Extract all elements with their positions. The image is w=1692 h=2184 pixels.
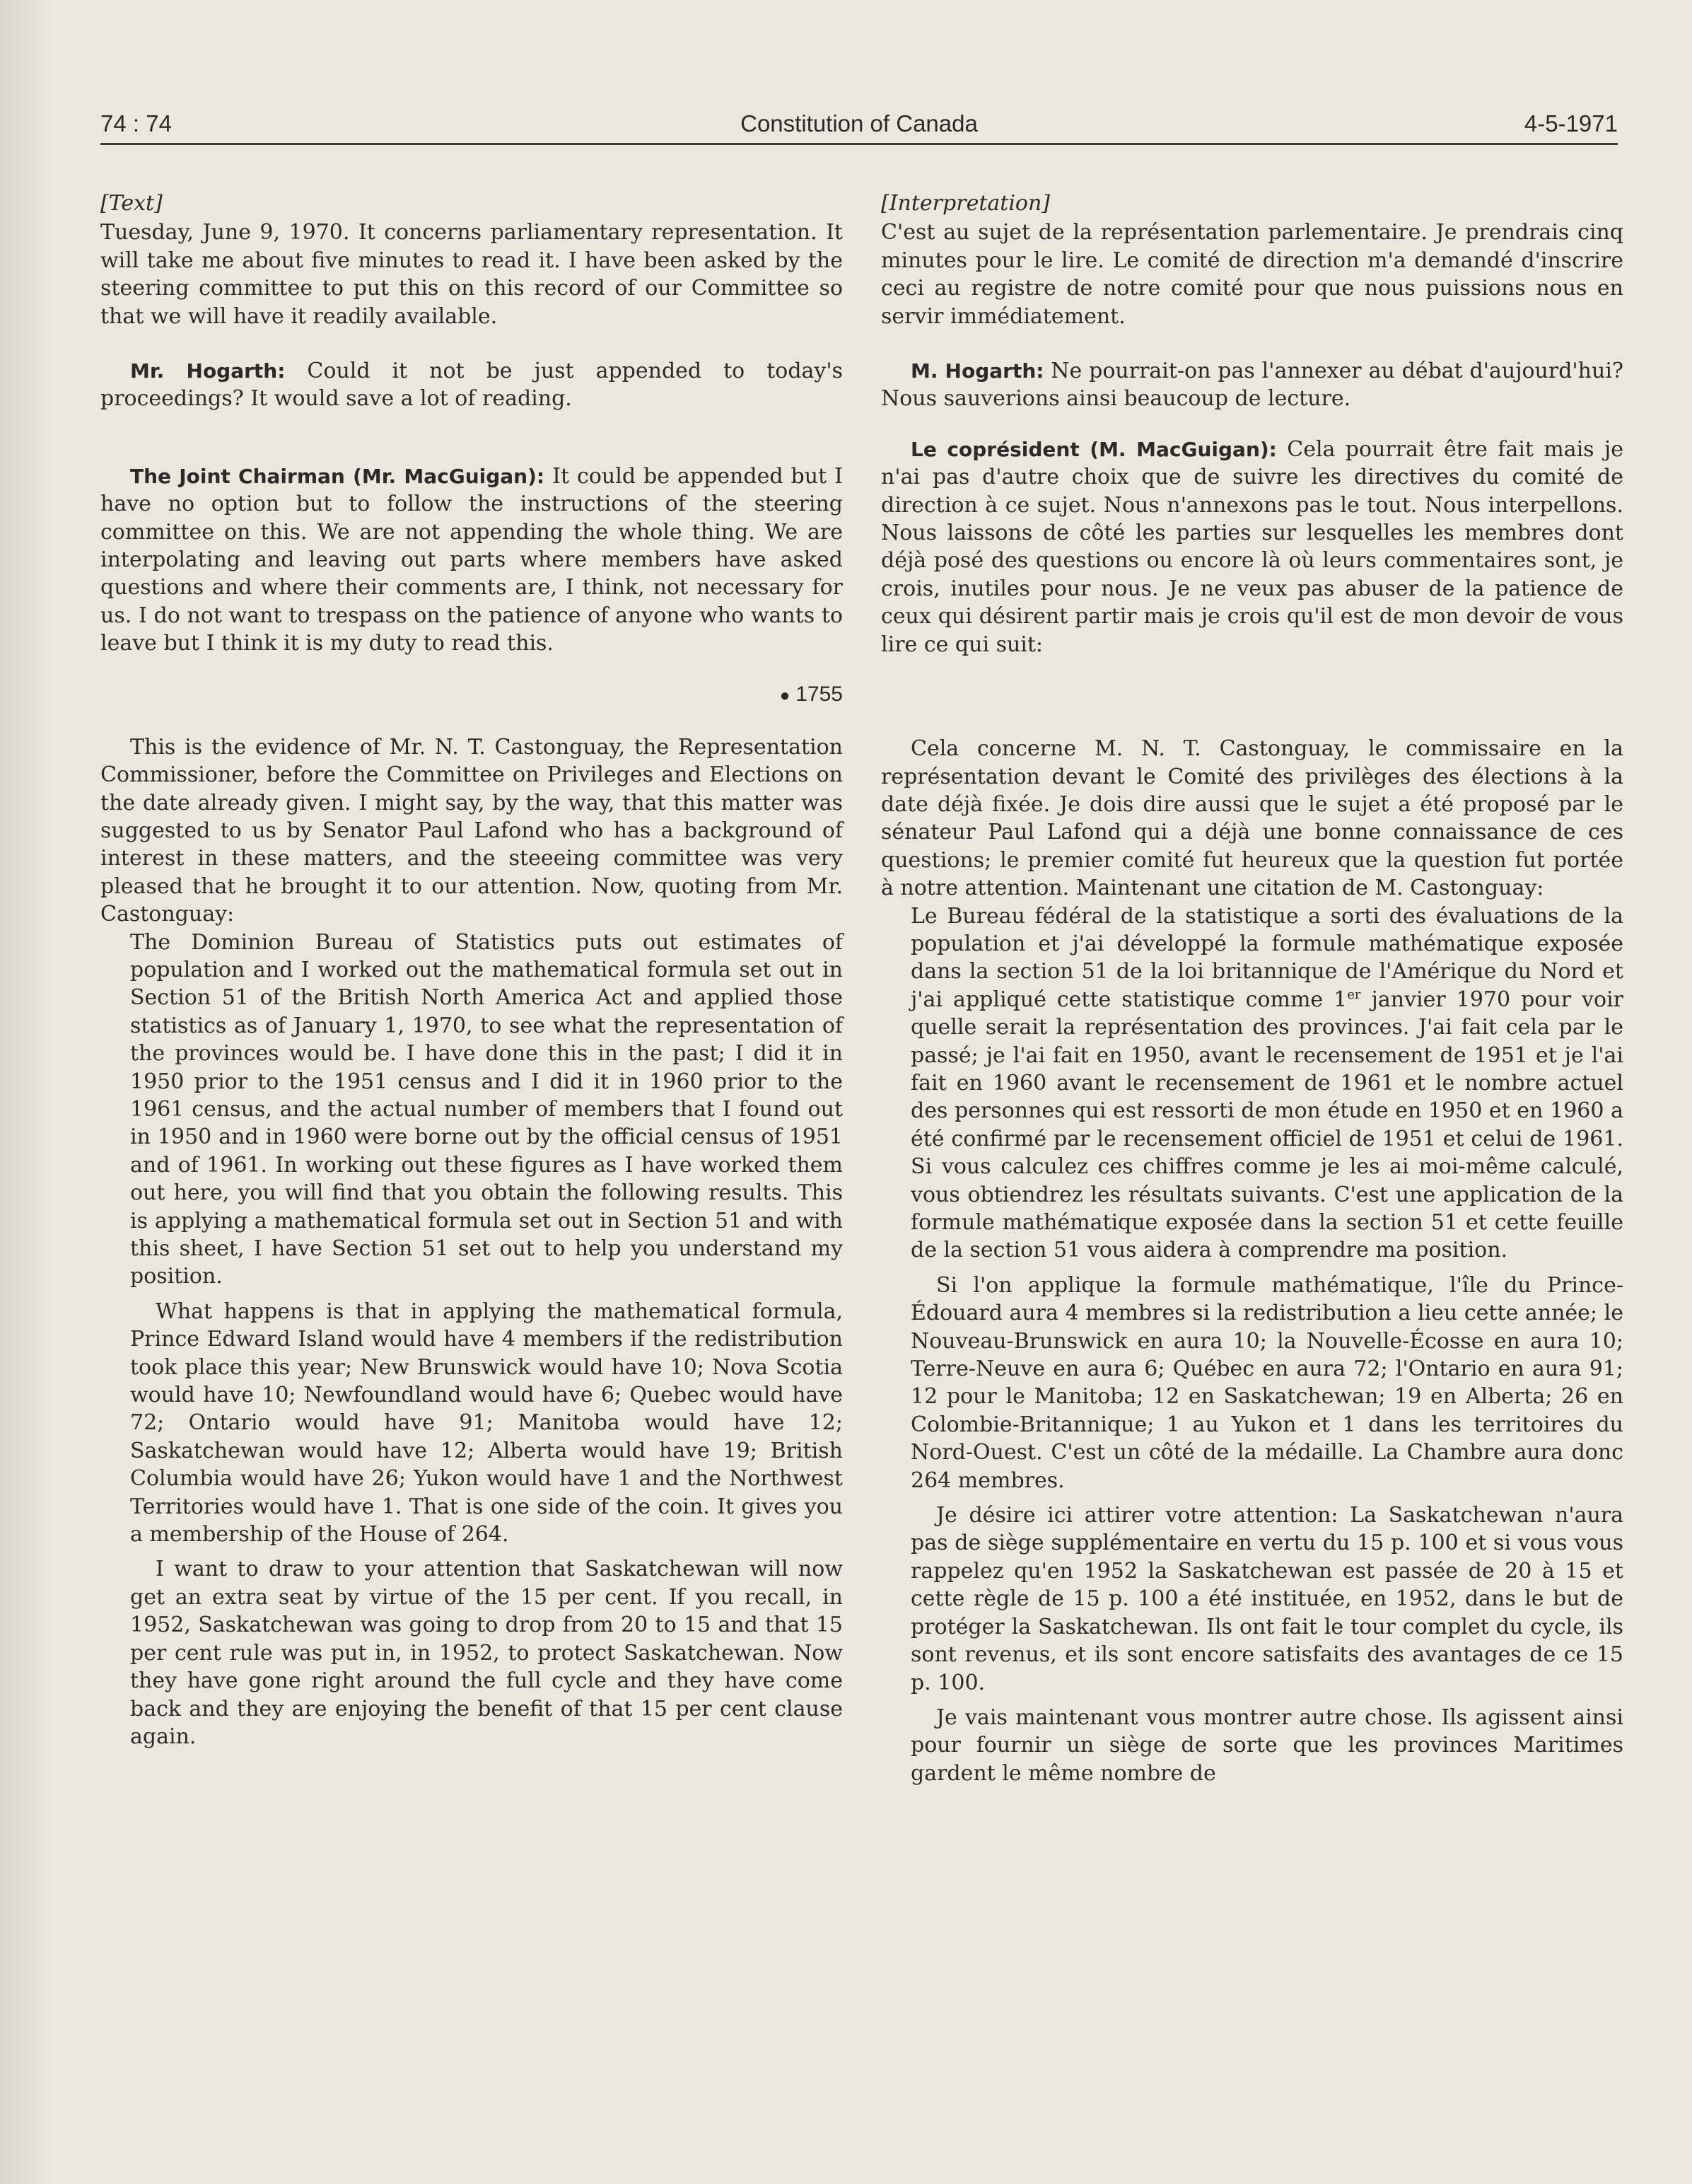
remark-text: Could it not be just appended to today's proceedings? It would save a lot of reading. bbox=[100, 359, 844, 412]
chairman-remark bbox=[100, 463, 843, 658]
header-rule bbox=[100, 143, 1618, 145]
text-label: [Text] bbox=[100, 191, 163, 216]
page-edge-shadow bbox=[0, 0, 49, 2184]
time-marker-text: 1755 bbox=[795, 682, 843, 706]
remark-text: Ne pourrait-on pas l'annexer au débat d'aujourd'hui? Nous sauverions ainsi beaucoup de lecture. bbox=[881, 359, 1623, 412]
quote-paragraph: Je désire ici attirer votre attention: La Saskatchewan n'aura pas de siège supplémentaire en vertu du 15 p. 100 et si vous vous rappelez qu'en 1952 la Saskatchewan est passée de 20 à 15 et cette règle de 15 p. 100 a été instituée, en 1952, dans le but de protéger la Saskatchewan. Ils ont fait le tour complet du cycle, ils sont revenus, et ils sont encore satisfaits des avantages de ce 15 p. 100. bbox=[911, 1503, 1623, 1695]
quoted-testimony bbox=[130, 929, 843, 1751]
quote-paragraph bbox=[911, 902, 1623, 1265]
paragraph-intro: C'est au sujet de la représentation parlementaire. Je prendrais cinq minutes pour le lire. Le comité de direction m'a demandé d'inscrire ceci au registre de notre comité pour que nous puissions nous en servir immédiatement. bbox=[881, 220, 1623, 329]
english-column bbox=[100, 190, 843, 1750]
quote-paragraph: I want to draw to your attention that Saskatchewan will now get an extra seat by virtue of the 15 per cent. If you recall, in 1952, Saskatchewan was going to drop from 20 to 15 and that 15 per cent rule was put in, in 1952, to protect Saskatchewan. Now they have gone right around the full cycle and they have come back and they are enjoying the benefit of that 15 per cent clause again. bbox=[130, 1557, 843, 1749]
quote-paragraph: Si l'on applique la formule mathématique, l'île du Prince-Édouard aura 4 membres si la redistribution a lieu cette année; le Nouveau-Brunswick en aura 10; la Nouvelle-Écosse en aura 10; Terre-Neuve en aura 6; Québec en aura 72; l'Ontario en aura 91; 12 pour le Manitoba; 12 en Saskatchewan; 19 en Alberta; 26 en Colombie-Britannique; 1 au Yukon et 1 dans les territoires du Nord-Ouest. C'est un côté de la médaille. La Chambre aura donc 264 membres. bbox=[911, 1272, 1623, 1493]
remark-text: Cela pourrait être fait mais je n'ai pas d'autre choix que de suivre les directives du comité de direction à ce sujet. Nous n'annexons pas le tout. Nous interpellons. Nous laissons de côté les parties sur lesquelles les membres dont déjà posé des questions ou encore là où leurs commentaires sont, je crois, inutiles pour nous. Je ne veux pas abuser de la patience de ceux qui désirent partir mais je crois qu'il est de mon devoir de vous lire ce qui suit: bbox=[881, 436, 1623, 657]
paragraph-intro: Tuesday, June 9, 1970. It concerns parliamentary representation. It will take me about five minutes to read it. I have been asked by the steering committee to put this on this record of our Committee so that we will have it readily available. bbox=[100, 220, 843, 329]
speaker-name: Le coprésident (M. MacGuigan): bbox=[911, 437, 1277, 461]
page-date: 4-5-1971 bbox=[1524, 110, 1618, 136]
bullet-icon: ● bbox=[779, 685, 790, 705]
speaker-name: Mr. Hogarth: bbox=[130, 359, 286, 383]
page-title: Constitution of Canada bbox=[740, 110, 978, 136]
remark-text: It could be appended but I have no option but to follow the instructions of the steering committee on this. We are not appending the whole thing. We are interpolating and leaving out parts where members have asked questions and where their comments are, I think, not necessary for us. I do not want to trespass on the patience of anyone who wants to leave but I think it is my duty to read this. bbox=[100, 463, 843, 656]
interpretation-label: [Interpretation] bbox=[881, 191, 1051, 216]
paragraph-evidence: Cela concerne M. N. T. Castonguay, le commissaire en la représentation devant le Comité des privilèges des élections à la date déjà fixée. Je dois dire aussi que le sujet a été proposé par le sénateur Paul Lafond qui a déjà une bonne connaissance de ces questions; le premier comité fut heureux que la question fut portée à notre attention. Maintenant une citation de M. Castonguay: bbox=[881, 736, 1623, 901]
time-marker bbox=[100, 680, 843, 708]
page-number: 74 : 74 bbox=[100, 110, 172, 136]
french-column bbox=[881, 190, 1623, 1787]
ordinal-suffix: er bbox=[1347, 987, 1361, 1002]
paragraph-evidence: This is the evidence of Mr. N. T. Castonguay, the Representation Commissioner, before the Committee on Privileges and Elections on the date already given. I might say, by the way, that this matter was suggested to us by Senator Paul Lafond who has a background of interest in these matters, and the steeeing committee was very pleased that he brought it to our attention. Now, quoting from Mr. Castonguay: bbox=[100, 734, 843, 927]
hogarth-remark bbox=[100, 357, 843, 413]
speaker-name: M. Hogarth: bbox=[911, 359, 1044, 383]
quote-text: Le Bureau fédéral de la statistique a sorti des évaluations de la population et j'ai développé la formule mathématique exposée dans la section 51 de la loi britannique de l'Amérique du Nord et j'ai appliqué cette statistique comme 1 bbox=[911, 903, 1623, 1012]
quote-paragraph: The Dominion Bureau of Statistics puts out estimates of population and I worked out the mathematical formula set out in Section 51 of the British North America Act and applied those statistics as of January 1, 1970, to see what the representation of the provinces would be. I have done this in the past; I did it in 1950 prior to the 1951 census and I did it in 1960 prior to the 1961 census, and the actual number of members that I found out in 1950 and in 1960 were borne out by the official census of 1951 and of 1961. In working out these figures as I have worked them out here, you will find that you obtain the following results. This is applying a mathematical formula set out in Section 51 and with this sheet, I have Section 51 set out to help you understand my position. bbox=[130, 929, 843, 1289]
quoted-testimony bbox=[911, 902, 1623, 1788]
page-header bbox=[100, 106, 1618, 146]
quote-paragraph: Je vais maintenant vous montrer autre chose. Ils agissent ainsi pour fournir un siège de sorte que les provinces Maritimes gardent le même nombre de bbox=[911, 1704, 1623, 1786]
speaker-name: The Joint Chairman (Mr. MacGuigan): bbox=[130, 464, 545, 488]
hogarth-remark bbox=[881, 357, 1623, 413]
quote-text: janvier 1970 pour voir quelle serait la représentation des provinces. J'ai fait cela par le passé; je l'ai fait en 1950, avant le recensement de 1951 et je l'ai fait en 1960 avant le recensement de 1961 et le nombre actuel des personnes qui est ressorti de mon étude en 1950 et en 1960 a été confirmé par le recensement officiel de 1951 et celui de 1961. Si vous calculez ces chiffres comme je les ai moi-même calculé, vous obtiendrez les résultats suivants. C'est une application de la formule mathématique exposée dans la section 51 et cette feuille de la section 51 vous aidera à comprendre ma position. bbox=[911, 987, 1624, 1263]
quote-paragraph: What happens is that in applying the mathematical formula, Prince Edward Island would have 4 members if the redistribution took place this year; New Brunswick would have 10; Nova Scotia would have 10; Newfoundland would have 6; Quebec would have 72; Ontario would have 91; Manitoba would have 12; Saskatchewan would have 12; Alberta would have 19; British Columbia would have 26; Yukon would have 1 and the Northwest Territories would have 1. That is one side of the coin. It gives you a membership of the House of 264. bbox=[130, 1299, 843, 1547]
chairman-remark bbox=[881, 436, 1623, 658]
